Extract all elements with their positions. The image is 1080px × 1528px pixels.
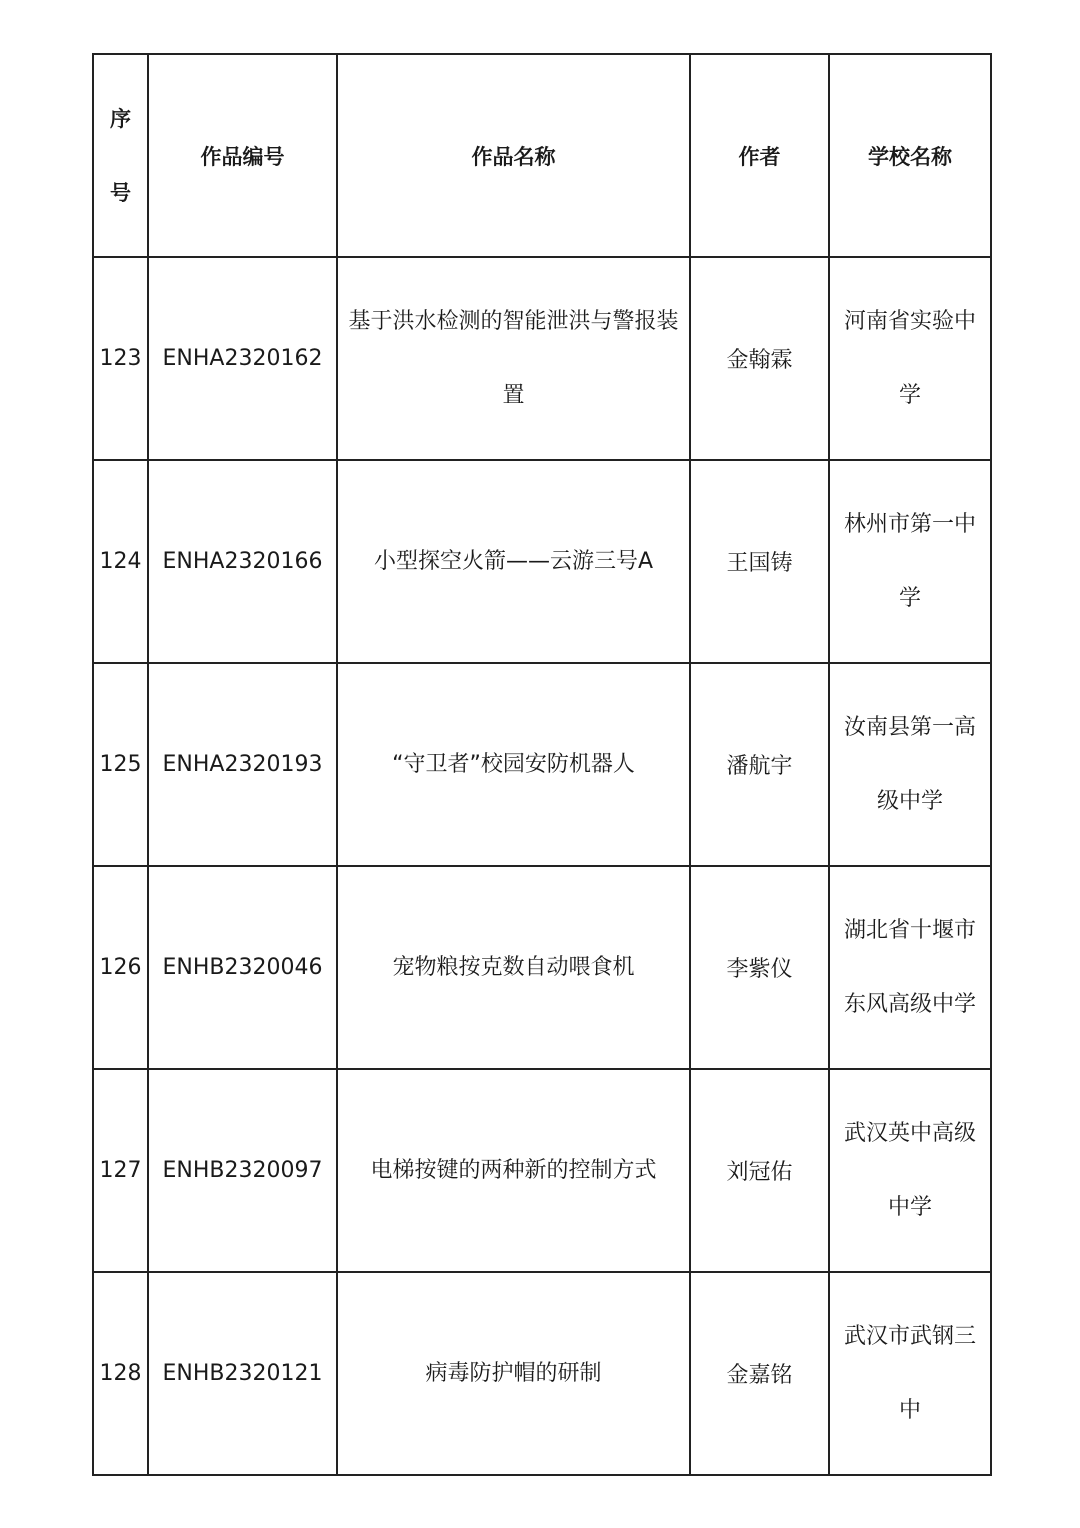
cell-work-code: ENHB2320046 — [148, 866, 337, 1069]
header-school: 学校名称 — [829, 54, 991, 257]
table-row — [93, 1272, 991, 1475]
table-row — [93, 460, 991, 663]
cell-school: 湖北省十堰市东风高级中学 — [829, 866, 991, 1069]
cell-work-code: ENHB2320121 — [148, 1272, 337, 1475]
cell-work-title: 病毒防护帽的研制 — [337, 1272, 690, 1475]
cell-work-title: 电梯按键的两种新的控制方式 — [337, 1069, 690, 1272]
cell-school: 河南省实验中学 — [829, 257, 991, 460]
header-work-title: 作品名称 — [337, 54, 690, 257]
cell-school: 武汉英中高级中学 — [829, 1069, 991, 1272]
table-row — [93, 663, 991, 866]
cell-work-title: “守卫者”校园安防机器人 — [337, 663, 690, 866]
header-serial-number: 序号 — [93, 54, 148, 257]
cell-author: 金翰霖 — [690, 257, 829, 460]
cell-author: 金嘉铭 — [690, 1272, 829, 1475]
cell-serial-number: 126 — [93, 866, 148, 1069]
cell-author: 刘冠佑 — [690, 1069, 829, 1272]
cell-work-code: ENHA2320162 — [148, 257, 337, 460]
cell-author: 潘航宇 — [690, 663, 829, 866]
table-row — [93, 1069, 991, 1272]
cell-serial-number: 123 — [93, 257, 148, 460]
cell-serial-number: 124 — [93, 460, 148, 663]
award-table — [92, 53, 992, 1476]
cell-serial-number: 127 — [93, 1069, 148, 1272]
cell-school: 武汉市武钢三中 — [829, 1272, 991, 1475]
cell-work-code: ENHB2320097 — [148, 1069, 337, 1272]
cell-author: 李紫仪 — [690, 866, 829, 1069]
cell-work-title: 小型探空火箭——云游三号A — [337, 460, 690, 663]
table-header-row — [93, 54, 991, 257]
cell-work-title: 基于洪水检测的智能泄洪与警报装置 — [337, 257, 690, 460]
cell-school: 汝南县第一高级中学 — [829, 663, 991, 866]
cell-work-title: 宠物粮按克数自动喂食机 — [337, 866, 690, 1069]
table-row — [93, 866, 991, 1069]
cell-serial-number: 128 — [93, 1272, 148, 1475]
cell-work-code: ENHA2320166 — [148, 460, 337, 663]
cell-serial-number: 125 — [93, 663, 148, 866]
header-author: 作者 — [690, 54, 829, 257]
cell-work-code: ENHA2320193 — [148, 663, 337, 866]
cell-school: 林州市第一中学 — [829, 460, 991, 663]
header-work-code: 作品编号 — [148, 54, 337, 257]
table-row — [93, 257, 991, 460]
cell-author: 王国铸 — [690, 460, 829, 663]
